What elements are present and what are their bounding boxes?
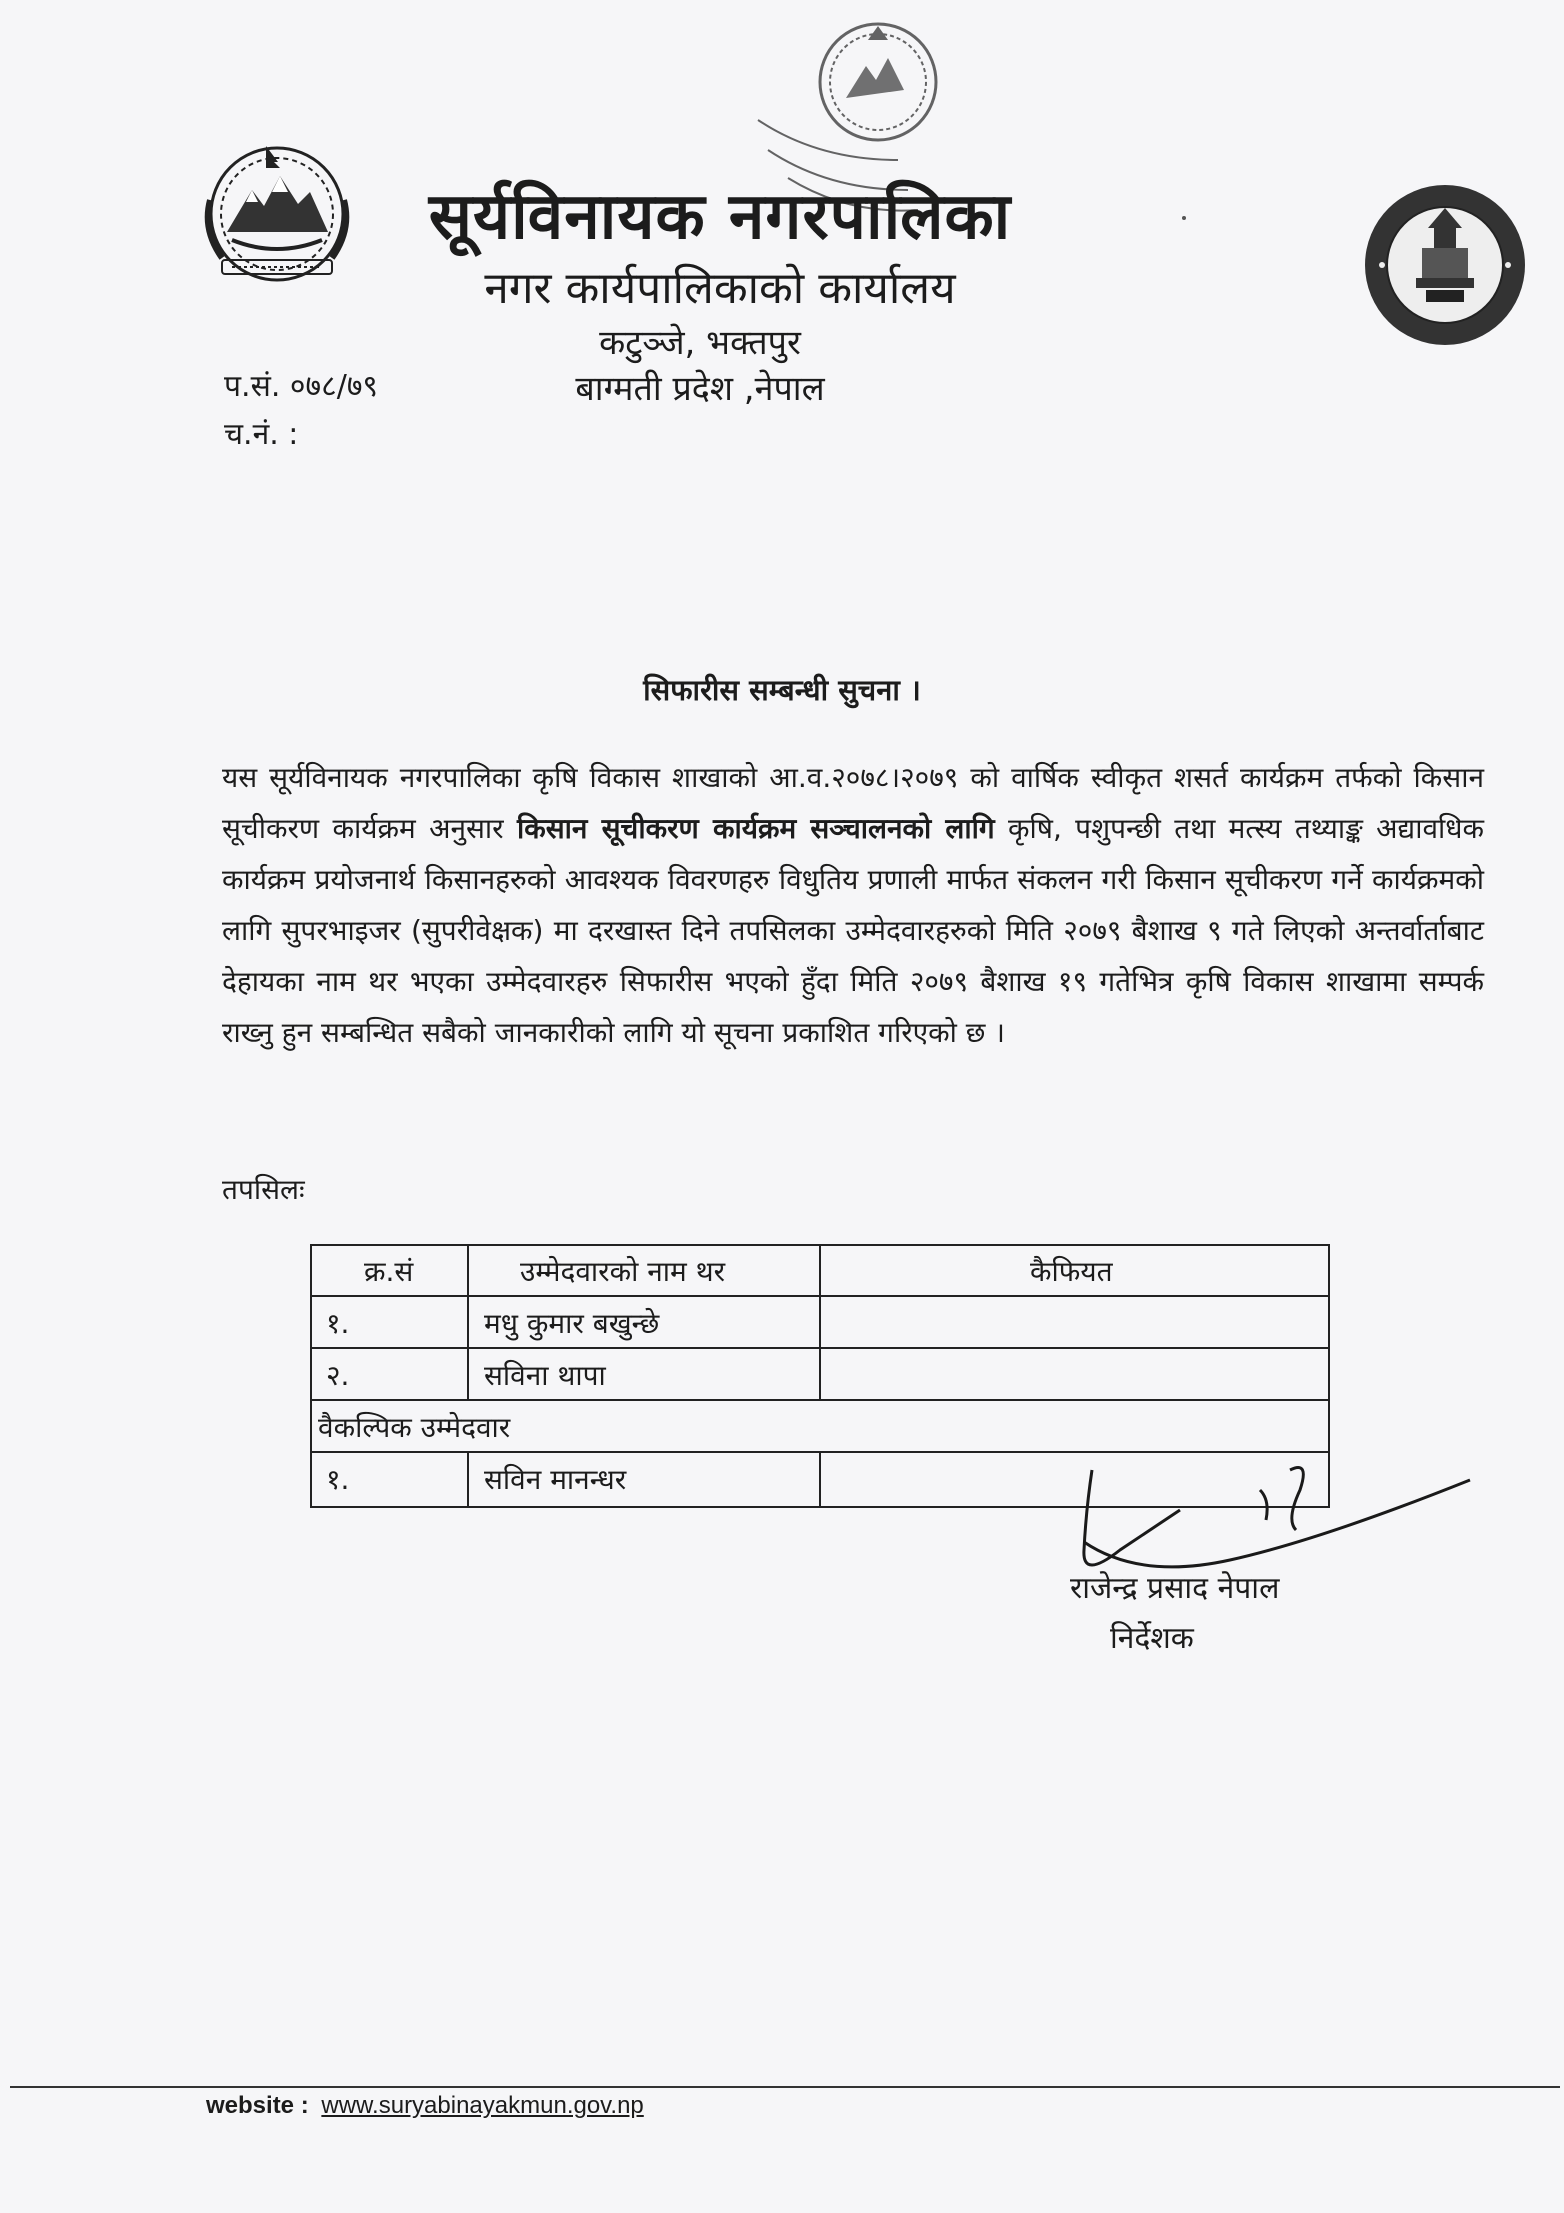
alt-row-1-sn: १.	[326, 1463, 350, 1496]
website-label: website :	[206, 2092, 309, 2119]
header-candidate-name: उम्मेदवारको नाम थर	[520, 1255, 726, 1288]
row-2-sn: २.	[326, 1359, 350, 1392]
signatory-title: निर्देशक	[1110, 1621, 1194, 1656]
municipality-name: सूर्यविनायक नगरपालिका	[428, 180, 1012, 254]
details-label: तपसिलः	[222, 1173, 305, 1206]
row-1-name: मधु कुमार बखुन्छे	[484, 1307, 660, 1340]
dispatch-number: च.नं. :	[224, 417, 299, 452]
handwritten-signature	[1060, 1430, 1480, 1580]
row-2-name: सविना थापा	[484, 1359, 606, 1392]
row-1-sn: १.	[326, 1307, 350, 1340]
notice-subject: सिफारीस सम्बन्धी सुचना ।	[643, 673, 921, 707]
website-footer	[206, 2092, 644, 2120]
footer-divider	[10, 2086, 1560, 2088]
office-province: बाग्मती प्रदेश ,नेपाल	[575, 369, 825, 409]
notice-body	[222, 752, 1484, 1058]
office-address: कटुञ्जे, भक्तपुर	[599, 323, 801, 363]
signatory-name: राजेन्द्र प्रसाद नेपाल	[1070, 1571, 1280, 1606]
office-name: नगर कार्यपालिकाको कार्यालय	[484, 263, 956, 314]
notice-body-bold: किसान सूचीकरण कार्यक्रम सञ्चालनको लागि	[516, 812, 995, 845]
alt-row-1-name: सविन मानन्धर	[484, 1463, 627, 1496]
reference-number: प.सं. ०७८/७९	[224, 369, 379, 404]
header-remarks: कैफियत	[1030, 1255, 1113, 1288]
header-sn: क्र.सं	[364, 1255, 414, 1288]
website-link[interactable]: www.suryabinayakmun.gov.np	[321, 2092, 644, 2119]
municipality-logo	[1360, 180, 1530, 350]
alternate-candidate-label: वैकल्पिक उम्मेदवार	[318, 1411, 511, 1444]
notice-body-part1: यस सूर्यविनायक नगरपालिका कृषि विकास शाखाको आ.व.२०७८।२०७९ को वार्षिक स्वीकृत शसर्त कार्यक्रम तर्फको किसान सूचीकरण कार्यक्रम अनुसार	[222, 761, 1484, 845]
notice-body-part2: कृषि, पशुपन्छी तथा मत्स्य तथ्याङ्क अद्यावधिक कार्यक्रम प्रयोजनार्थ किसानहरुको आवश्यक विवरणहरु विधुतिय प्रणाली मार्फत संकलन गरी किसान सूचीकरण गर्ने कार्यक्रमको लागि सुपरभाइजर (सुपरीवेक्षक) मा दरखास्त दिने तपसिलका उम्मेदवारहरुको मिति २०७९ बैशाख ९ गते लिएको अन्तर्वार्ताबाट देहायका नाम थर भएका उम्मेदवारहरु सिफारीस भएको हुँदा मिति २०७९ बैशाख १९ गतेभित्र कृषि विकास शाखामा सम्पर्क राख्नु हुन सम्बन्धित सबैको जानकारीको लागि यो सूचना प्रकाशित गरिएको छ ।	[222, 812, 1484, 1049]
